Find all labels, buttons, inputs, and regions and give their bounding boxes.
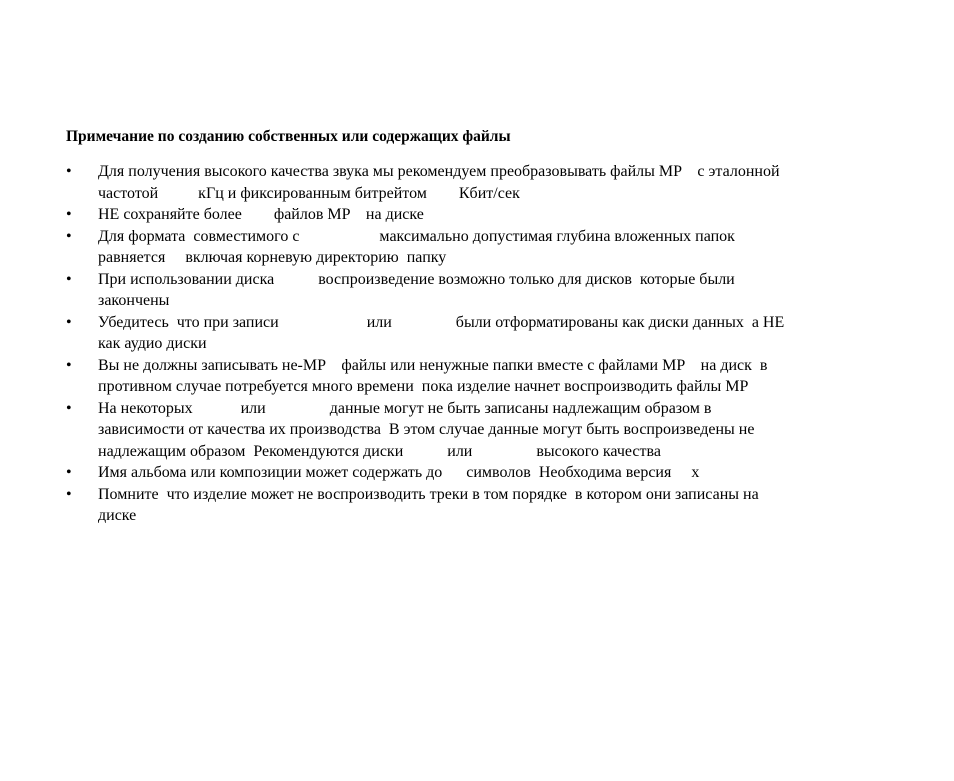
note-line: Помните что изделие может не воспроизводить треки в том порядке в котором они записаны на bbox=[98, 485, 759, 503]
bullet-icon: • bbox=[66, 485, 72, 503]
note-line: закончены bbox=[98, 292, 170, 309]
notes-list bbox=[66, 161, 896, 527]
note-line: На некоторых или данные могут не быть записаны надлежащим образом в bbox=[98, 399, 712, 417]
note-line: зависимости от качества их производства В этом случае данные могут быть воспроизведены не bbox=[98, 421, 755, 438]
note-line: частотой кГц и фиксированным битрейтом Кбит/сек bbox=[98, 184, 520, 202]
note-item-2 bbox=[66, 204, 896, 226]
note-item-7 bbox=[66, 398, 896, 463]
bullet-icon: • bbox=[66, 206, 72, 223]
note-line: Для получения высокого качества звука мы рекомендуем преобразовывать файлы MP с эталонной bbox=[98, 163, 780, 180]
note-item-1 bbox=[66, 161, 896, 204]
bullet-icon: • bbox=[66, 356, 72, 374]
note-item-9 bbox=[66, 484, 896, 527]
note-line: Убедитесь что при записи или были отформатированы как диски данных а НЕ bbox=[98, 313, 785, 331]
note-item-8 bbox=[66, 462, 896, 484]
note-line: диске bbox=[98, 507, 137, 524]
bullet-icon: • bbox=[66, 163, 72, 180]
bullet-icon: • bbox=[66, 270, 72, 288]
note-line: Для формата совместимого с максимально допустимая глубина вложенных папок bbox=[98, 227, 735, 245]
note-line: При использовании диска воспроизведение возможно только для дисков которые были bbox=[98, 270, 735, 288]
note-item-5 bbox=[66, 312, 896, 355]
note-item-6 bbox=[66, 355, 896, 398]
note-line: как аудио диски bbox=[98, 335, 207, 352]
note-line: Вы не должны записывать не-MP файлы или ненужные папки вместе с файлами MP на диск в bbox=[98, 356, 768, 374]
note-item-3 bbox=[66, 226, 896, 269]
note-line: Имя альбома или композиции может содержать до символов Необходима версия x bbox=[98, 464, 700, 481]
note-line: равняется включая корневую директорию папку bbox=[98, 249, 447, 266]
note-item-4 bbox=[66, 269, 896, 312]
bullet-icon: • bbox=[66, 227, 72, 245]
note-line: НЕ сохраняйте более файлов MP на диске bbox=[98, 206, 424, 223]
bullet-icon: • bbox=[66, 464, 72, 481]
bullet-icon: • bbox=[66, 313, 72, 331]
note-heading: Примечание по созданию собственных или содержащих файлы bbox=[66, 128, 511, 145]
note-line: надлежащим образом Рекомендуются диски или высокого качества bbox=[98, 442, 661, 460]
note-line: противном случае потребуется много времени пока изделие начнет воспроизводить файлы MP bbox=[98, 378, 749, 395]
bullet-icon: • bbox=[66, 399, 72, 417]
